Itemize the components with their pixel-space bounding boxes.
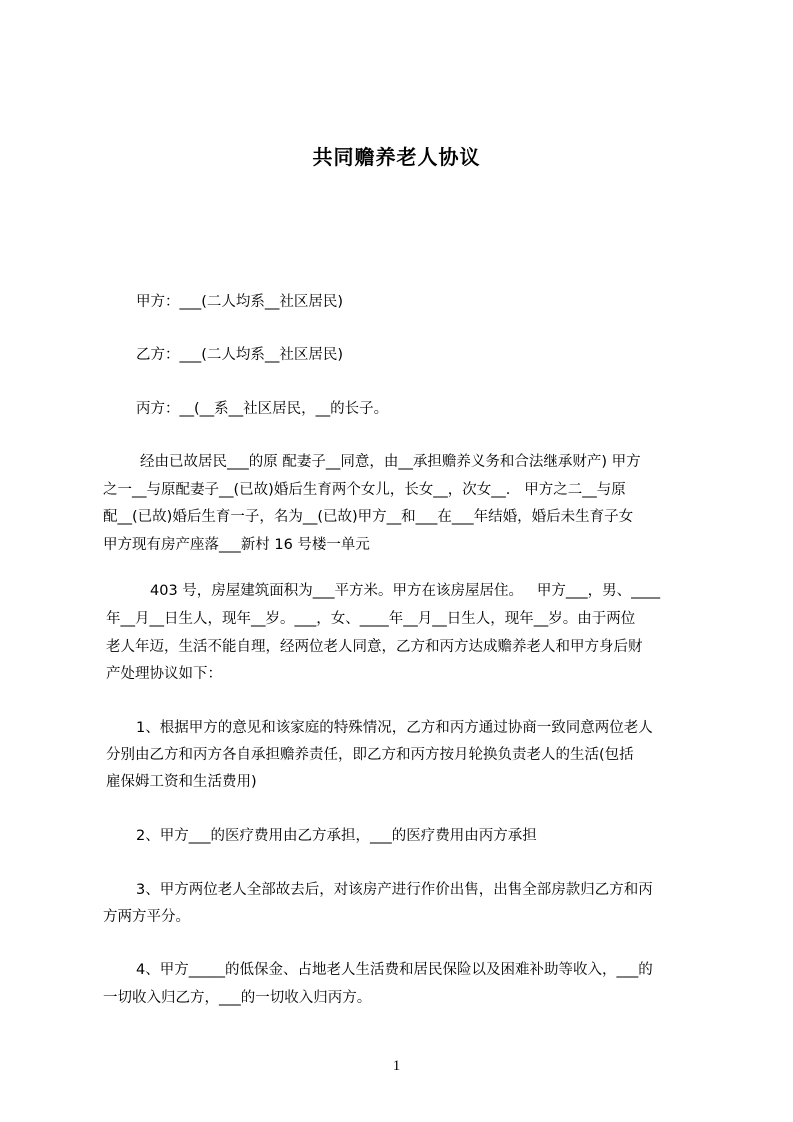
clause-3-line: 方两方平分。 bbox=[103, 909, 190, 925]
page-number: 1 bbox=[392, 1058, 401, 1074]
clause-1-line: 分别由乙方和丙方各自承担赡养责任，即乙方和丙方按月轮换负责老人的生活(包括 bbox=[106, 747, 634, 763]
clause-3-line: 3、甲方两位老人全部故去后，对该房产进行作价出售，出售全部房款归乙方和丙 bbox=[136, 882, 653, 898]
clause-2-line: 2、甲方___的医疗费用由乙方承担，___的医疗费用由丙方承担 bbox=[136, 828, 537, 844]
clause-1-line: 雇保姆工资和生活费用) bbox=[106, 774, 257, 790]
paragraph-line: 经由已故居民___的原 配妻子__同意，由__承担赡养义务和合法继承财产) 甲方 bbox=[140, 454, 641, 470]
paragraph-line: 老人年迈，生活不能自理，经两位老人同意，乙方和丙方达成赡养老人和甲方身后财 bbox=[106, 639, 643, 655]
clause-4-line: 一切收入归乙方，___的一切收入归丙方。 bbox=[103, 990, 372, 1006]
party-a-line: 甲方：___(二人均系__社区居民) bbox=[136, 294, 344, 310]
paragraph-line: 之一__与原配妻子__(已故)婚后生育两个女儿，长女__，次女__. 甲方之二__与原 bbox=[103, 482, 626, 498]
document-title: 共同赡养老人协议 bbox=[312, 145, 481, 169]
paragraph-line: 产处理协议如下： bbox=[106, 666, 222, 682]
paragraph-line: 甲方现有房产座落___新村 16 号楼一单元 bbox=[103, 537, 370, 553]
party-c-line: 丙方：__(__系__社区居民，__的长子。 bbox=[136, 401, 389, 417]
clause-1-line: 1、根据甲方的意见和该家庭的特殊情况，乙方和丙方通过协商一致同意两位老人 bbox=[136, 720, 653, 736]
clause-4-line: 4、甲方_____的低保金、占地老人生活费和居民保险以及困难补助等收入，___的 bbox=[136, 962, 653, 978]
paragraph-line: 403 号，房屋建筑面积为___平方米。甲方在该房屋居住。 甲方___，男、____ bbox=[150, 583, 661, 599]
party-b-line: 乙方：___(二人均系__社区居民) bbox=[136, 347, 344, 363]
paragraph-line: 配__(已故)婚后生育一子，名为__(已故)甲方__和___在___年结婚，婚后未生育子女 bbox=[103, 509, 634, 525]
paragraph-line: 年__月__日生人，现年__岁。___，女、____年__月__日生人，现年__岁。由于两位 bbox=[106, 611, 636, 627]
